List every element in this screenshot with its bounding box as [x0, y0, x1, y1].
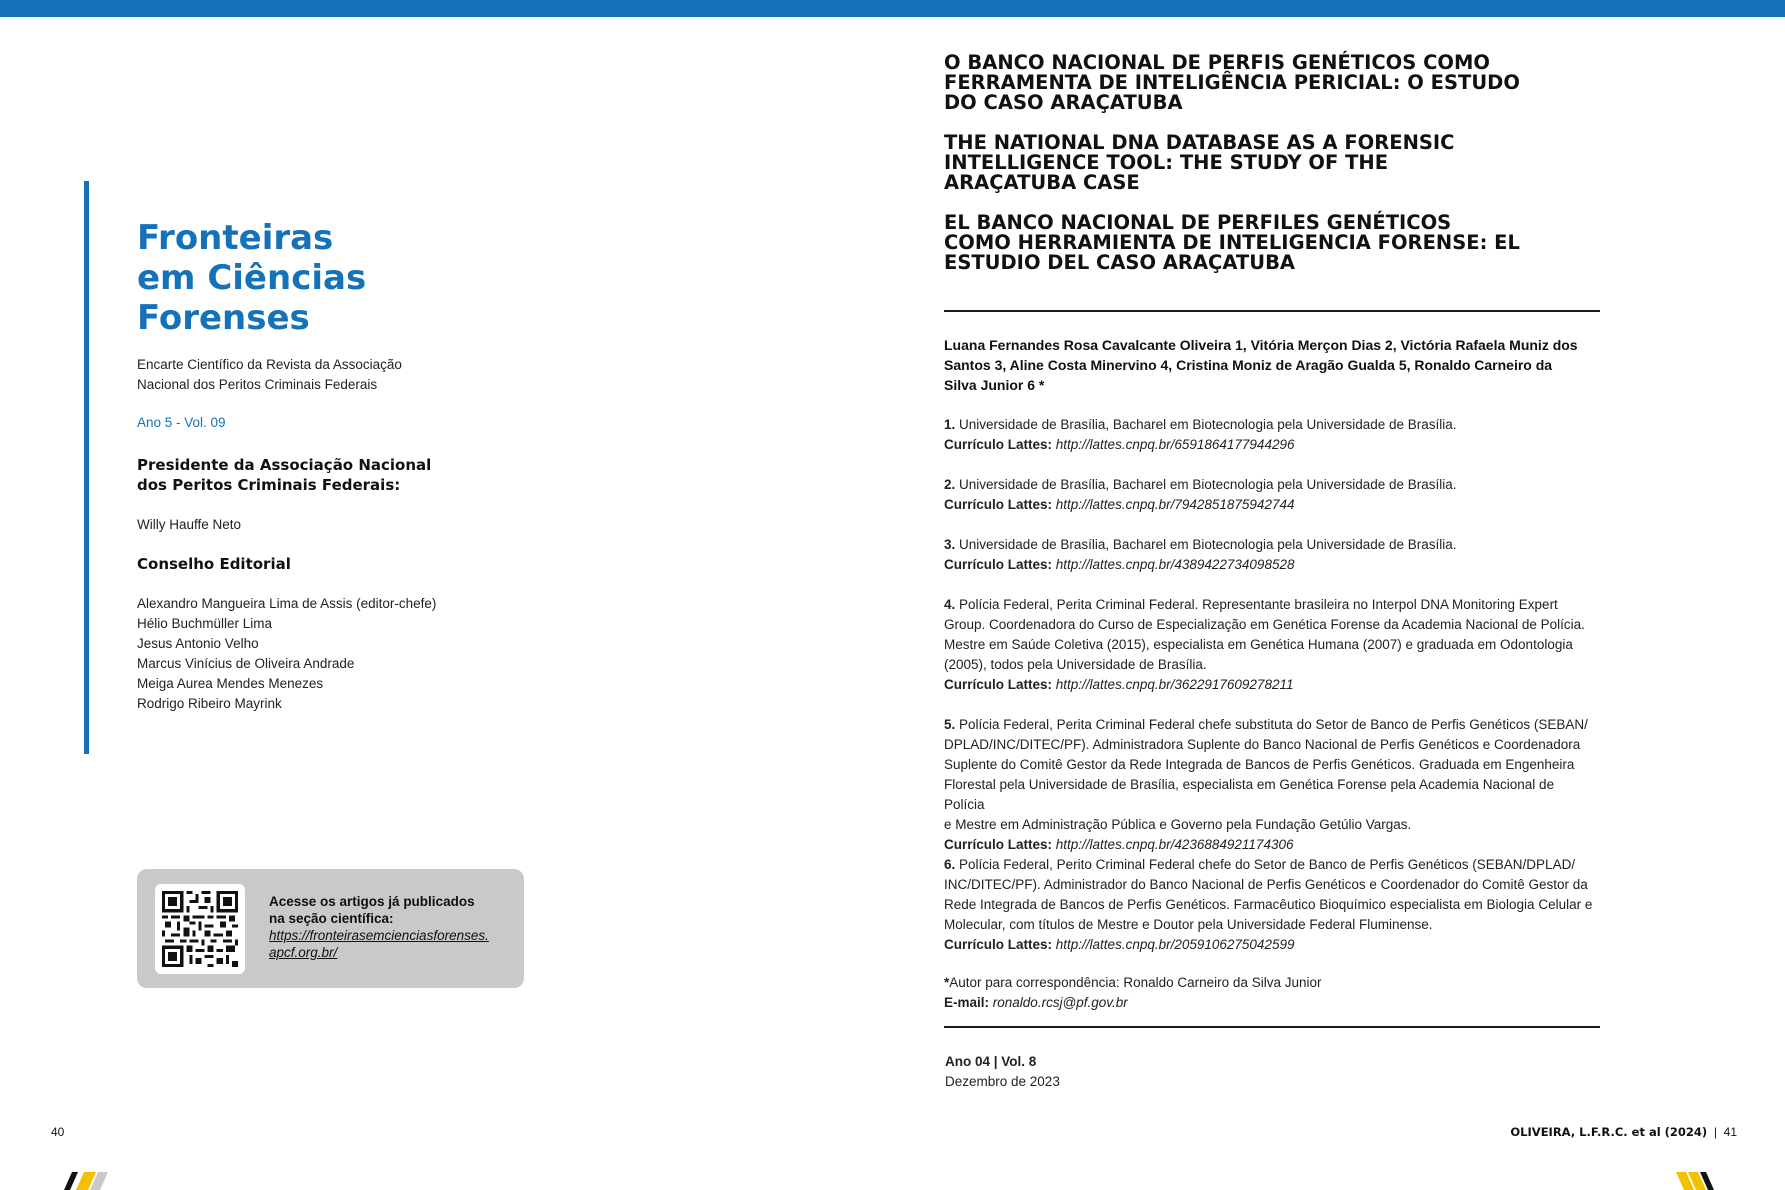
articles-link[interactable]: [269, 927, 514, 961]
qr-callout: [137, 869, 524, 988]
title-line: DO CASO ARAÇATUBA: [944, 91, 1183, 114]
affiliation-text: DPLAD/INC/DITEC/PF). Administradora Suplente do Banco Nacional de Perfis Genéticos e Coordenadora: [944, 737, 1581, 752]
affiliation-text: Polícia Federal, Perita Criminal Federal chefe substituta do Setor de Banco de Perfis Genéticos (SEBAN/: [959, 717, 1588, 732]
email-label: E-mail:: [944, 995, 990, 1010]
divider-bottom: [944, 1026, 1600, 1028]
subtitle-line: Nacional dos Peritos Criminais Federais: [137, 377, 378, 392]
journal-title-line: em Ciências: [137, 258, 367, 298]
title-portuguese: [944, 53, 1544, 113]
affiliation-5: [944, 715, 1594, 855]
lattes-link[interactable]: http://lattes.cnpq.br/7942851875942744: [1055, 497, 1295, 512]
lattes-link[interactable]: http://lattes.cnpq.br/2059106275042599: [1055, 937, 1295, 952]
board-member: Marcus Vinícius de Oliveira Andrade: [137, 656, 355, 671]
lattes-label: Currículo Lattes:: [944, 497, 1053, 512]
affiliation-1: [944, 415, 1594, 455]
footer-citation: OLIVEIRA, L.F.R.C. et al (2024): [1510, 1125, 1708, 1139]
affiliation-number: 4.: [944, 597, 956, 612]
affiliation-text: Florestal pela Universidade de Brasília, especialista em Genética Forense pela Academia Nacional de Polícia: [944, 777, 1555, 812]
lattes-link[interactable]: http://lattes.cnpq.br/3622917609278211: [1055, 677, 1294, 692]
lattes-link[interactable]: http://lattes.cnpq.br/4236884921174306: [1055, 837, 1294, 852]
affiliation-text: Molecular, com títulos de Mestre e Doutor pela Universidade Federal Fluminense.: [944, 917, 1433, 932]
title-english: [944, 133, 1544, 193]
title-line: COMO HERRAMIENTA DE INTELIGENCIA FORENSE: EL: [944, 231, 1520, 254]
decorative-stripes-left: [58, 1172, 108, 1190]
affiliation-number: 6.: [944, 857, 956, 872]
title-line: INTELLIGENCE TOOL: THE STUDY OF THE: [944, 151, 1389, 174]
affiliation-number: 5.: [944, 717, 956, 732]
lattes-label: Currículo Lattes:: [944, 937, 1053, 952]
articles-link-line[interactable]: https://fronteirasemcienciasforenses.: [269, 928, 489, 943]
board-member: Alexandro Mangueira Lima de Assis (editor-chefe): [137, 596, 437, 611]
title-line: O BANCO NACIONAL DE PERFIS GENÉTICOS COMO: [944, 51, 1490, 74]
page-number-left: 40: [51, 1125, 65, 1139]
correspondence-star: *: [944, 975, 950, 990]
board-member: Hélio Buchmüller Lima: [137, 616, 273, 631]
lattes-label: Currículo Lattes:: [944, 677, 1053, 692]
affiliation-2: [944, 475, 1594, 515]
affiliation-text: Universidade de Brasília, Bacharel em Biotecnologia pela Universidade de Brasília.: [959, 417, 1457, 432]
president-heading-line: Presidente da Associação Nacional: [137, 456, 432, 474]
qr-callout-text: [269, 893, 514, 961]
title-line: THE NATIONAL DNA DATABASE AS A FORENSIC: [944, 131, 1455, 154]
affiliation-text: Suplente do Comitê Gestor da Rede Integrada de Bancos de Perfis Genéticos. Graduada em Engenheira: [944, 757, 1575, 772]
issue-info: [945, 1052, 1060, 1092]
president-heading: [137, 455, 431, 495]
decorative-stripes-right: [1676, 1172, 1726, 1190]
affiliation-text: Polícia Federal, Perito Criminal Federal chefe do Setor de Banco de Perfis Genéticos (SEBAN/DPLAD/: [959, 857, 1576, 872]
lattes-label: Currículo Lattes:: [944, 837, 1053, 852]
title-line: EL BANCO NACIONAL DE PERFILES GENÉTICOS: [944, 211, 1452, 234]
affiliation-4: [944, 595, 1594, 695]
affiliation-text: Universidade de Brasília, Bacharel em Biotecnologia pela Universidade de Brasília.: [959, 477, 1457, 492]
affiliation-text: (2005), todos pela Universidade de Brasília.: [944, 657, 1207, 672]
journal-title-line: Forenses: [137, 298, 310, 338]
issue-date: Dezembro de 2023: [945, 1074, 1060, 1089]
editorial-board-heading: Conselho Editorial: [137, 555, 291, 573]
email-link[interactable]: ronaldo.rcsj@pf.gov.br: [992, 995, 1128, 1010]
lattes-link[interactable]: http://lattes.cnpq.br/4389422734098528: [1055, 557, 1295, 572]
lattes-label: Currículo Lattes:: [944, 557, 1053, 572]
top-blue-bar: [0, 0, 1785, 17]
affiliation-text: Polícia Federal, Perita Criminal Federal. Representante brasileira no Interpol DNA Monitoring Expert: [959, 597, 1558, 612]
board-member: Rodrigo Ribeiro Mayrink: [137, 696, 282, 711]
journal-title-line: Fronteiras: [137, 218, 334, 258]
affiliation-text: Universidade de Brasília, Bacharel em Biotecnologia pela Universidade de Brasília.: [959, 537, 1457, 552]
page-number-right: 41: [1723, 1125, 1737, 1139]
subtitle-line: Encarte Científico da Revista da Associação: [137, 357, 402, 372]
author-line: Luana Fernandes Rosa Cavalcante Oliveira 1, Vitória Merçon Dias 2, Victória Rafaela Muniz dos: [944, 337, 1578, 353]
page-footer-right: [1510, 1125, 1737, 1139]
board-member: Jesus Antonio Velho: [137, 636, 259, 651]
qr-callout-line: Acesse os artigos já publicados: [269, 894, 475, 909]
president-heading-line: dos Peritos Criminais Federais:: [137, 476, 401, 494]
lattes-link[interactable]: http://lattes.cnpq.br/6591864177944296: [1055, 437, 1295, 452]
board-member: Meiga Aurea Mendes Menezes: [137, 676, 324, 691]
affiliation-text: Mestre em Saúde Coletiva (2015), especialista em Genética Humana (2007) e graduada em Odontologia: [944, 637, 1573, 652]
affiliation-text: Group. Coordenadora do Curso de Especialização em Genética Forense da Academia Nacional de Polícia.: [944, 617, 1585, 632]
article-titles: [944, 53, 1544, 293]
president-name: Willy Hauffe Neto: [137, 517, 242, 532]
author-line: Silva Junior 6 *: [944, 377, 1045, 393]
journal-title: [137, 218, 366, 338]
author-list: [944, 335, 1594, 395]
accent-vertical-bar: [84, 181, 89, 754]
title-line: ARAÇATUBA CASE: [944, 171, 1140, 194]
affiliation-6: [944, 855, 1594, 955]
footer-separator: |: [1713, 1125, 1717, 1139]
divider-top: [944, 310, 1600, 312]
title-line: FERRAMENTA DE INTELIGÊNCIA PERICIAL: O ESTUDO: [944, 71, 1520, 94]
title-spanish: [944, 213, 1544, 273]
lattes-label: Currículo Lattes:: [944, 437, 1053, 452]
journal-volume: Ano 5 - Vol. 09: [137, 415, 226, 430]
affiliation-text: Rede Integrada de Bancos de Perfis Genéticos. Farmacêutico Bioquímico especialista em Biologia Celular e: [944, 897, 1593, 912]
editorial-board-list: [137, 594, 436, 714]
issue-volume: Ano 04 | Vol. 8: [945, 1054, 1037, 1069]
correspondence-text: Autor para correspondência: Ronaldo Carneiro da Silva Junior: [949, 975, 1322, 990]
journal-subtitle: [137, 355, 402, 395]
affiliation-text: INC/DITEC/PF). Administrador do Banco Nacional de Perfis Genéticos e Coordenador do Comitê Gestor da: [944, 877, 1588, 892]
author-line: Santos 3, Aline Costa Minervino 4, Cristina Moniz de Aragão Gualda 5, Ronaldo Carneiro da: [944, 357, 1553, 373]
correspondence: [944, 973, 1594, 1013]
affiliation-number: 1.: [944, 417, 956, 432]
articles-link-line[interactable]: apcf.org.br/: [269, 945, 338, 960]
title-line: ESTUDIO DEL CASO ARAÇATUBA: [944, 251, 1296, 274]
affiliation-number: 2.: [944, 477, 956, 492]
affiliation-number: 3.: [944, 537, 956, 552]
qr-code-icon[interactable]: [155, 884, 245, 974]
qr-callout-line: na seção científica:: [269, 911, 394, 926]
affiliation-text: e Mestre em Administração Pública e Governo pela Fundação Getúlio Vargas.: [944, 817, 1412, 832]
affiliation-3: [944, 535, 1594, 575]
